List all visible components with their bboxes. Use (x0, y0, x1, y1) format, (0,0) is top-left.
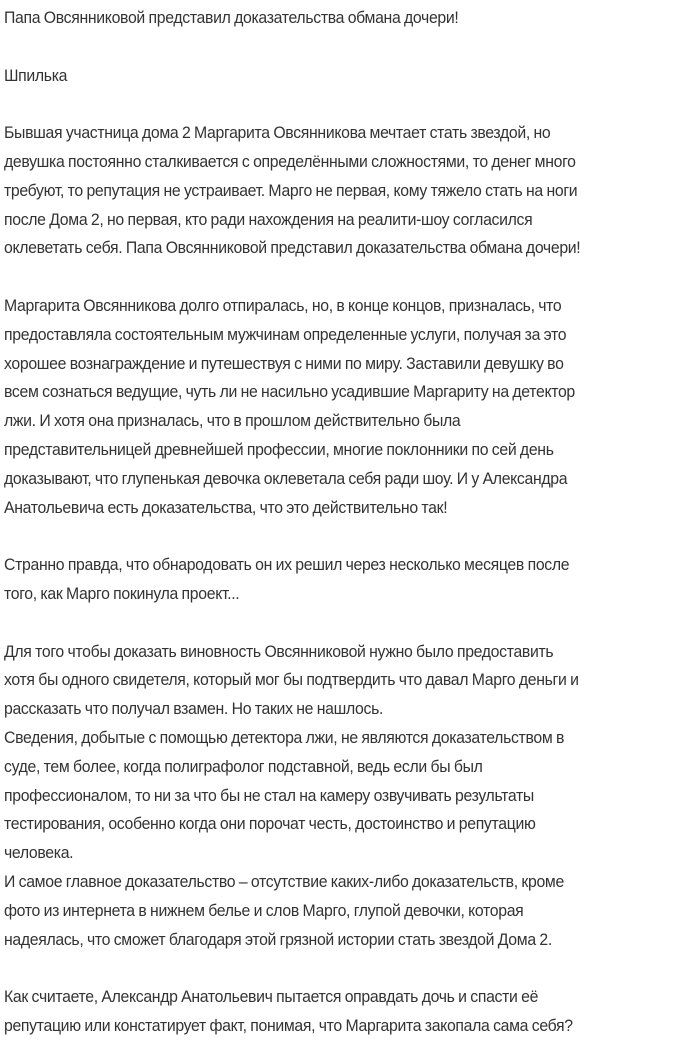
spacer (4, 90, 699, 119)
text-line: надеялась, что сможет благодаря этой грязной истории стать звездой Дома 2. (4, 929, 552, 949)
text-line: предоставляла состоятельным мужчинам определенные услуги, получая за это (4, 324, 567, 344)
spacer (4, 263, 699, 292)
text-line: Сведения, добытые с помощью детектора лжи, не являются доказательством в (4, 727, 565, 747)
text-line: хорошее вознаграждение и путешествуя с ними по миру. Заставили девушку во (4, 353, 564, 373)
text-line: представительницей древнейшей профессии, многие поклонники по сей день (4, 439, 554, 459)
text-line: доказывают, что глупенькая девочка оклеветала себя ради шоу. И у Александра (4, 468, 568, 488)
text-line: Анатольевича есть доказательства, что это действительно так! (4, 497, 448, 517)
text-line: профессионалом, то ни за что бы не стал на камеру озвучивать результаты (4, 785, 534, 805)
text-line: рассказать что получал взамен. Но таких не нашлось. (4, 699, 384, 719)
paragraph-evidence (4, 638, 699, 955)
text-line: оклеветать себя. Папа Овсянниковой представил доказательства обмана дочери! (4, 238, 581, 258)
paragraph-question (4, 983, 699, 1041)
text-line: Как считаете, Александр Анатольевич пытается оправдать дочь и спасти её (4, 987, 539, 1007)
paragraph-confession (4, 292, 699, 522)
text-line: фото из интернета в нижнем белье и слов Марго, глупой девочки, которая (4, 900, 524, 920)
text-line: лжи. И хотя она призналась, что в прошлом действительно была (4, 411, 461, 431)
text-line: человека. (4, 843, 74, 863)
text-line: хотя бы одного свидетеля, который мог бы подтвердить что давал Марго деньги и (4, 670, 579, 690)
spacer (4, 522, 699, 551)
text-line: репутацию или констатирует факт, понимая, что Маргарита закопала сама себя? (4, 1015, 573, 1035)
text-line: Для того чтобы доказать виновность Овсянниковой нужно было предоставить (4, 641, 554, 661)
text-line: Странно правда, что обнародовать он их решил через несколько месяцев после (4, 555, 570, 575)
text-line: Бывшая участница дома 2 Маргарита Овсянникова мечтает стать звездой, но (4, 123, 551, 143)
spacer (4, 609, 699, 638)
text-line: требуют, то репутация не устраивает. Марго не первая, кому тяжело стать на ноги (4, 180, 578, 200)
spacer (4, 954, 699, 983)
paragraph-intro (4, 119, 699, 263)
text-line: И самое главное доказательство – отсутствие каких-либо доказательств, кроме (4, 871, 564, 891)
text-line: Маргарита Овсянникова долго отпиралась, но, в конце концов, призналась, что (4, 295, 562, 315)
spacer (4, 33, 699, 62)
text-line: девушка постоянно сталкивается с определёнными сложностями, то денег много (4, 151, 576, 171)
article-title: Папа Овсянниковой представил доказательства обмана дочери! (4, 8, 459, 27)
text-line: всем сознаться ведущие, чуть ли не насильно усадившие Маргариту на детектор (4, 382, 575, 402)
text-line: того, как Марго покинула проект... (4, 583, 240, 603)
paragraph-timing (4, 551, 699, 609)
text-line: суде, тем более, когда полиграфолог подставной, ведь если бы был (4, 756, 483, 776)
text-line: тестирования, особенно когда они порочат честь, достоинство и репутацию (4, 814, 536, 834)
text-line: после Дома 2, но первая, кто ради нахождения на реалити-шоу согласился (4, 209, 533, 229)
article-source: Шпилька (4, 65, 68, 85)
